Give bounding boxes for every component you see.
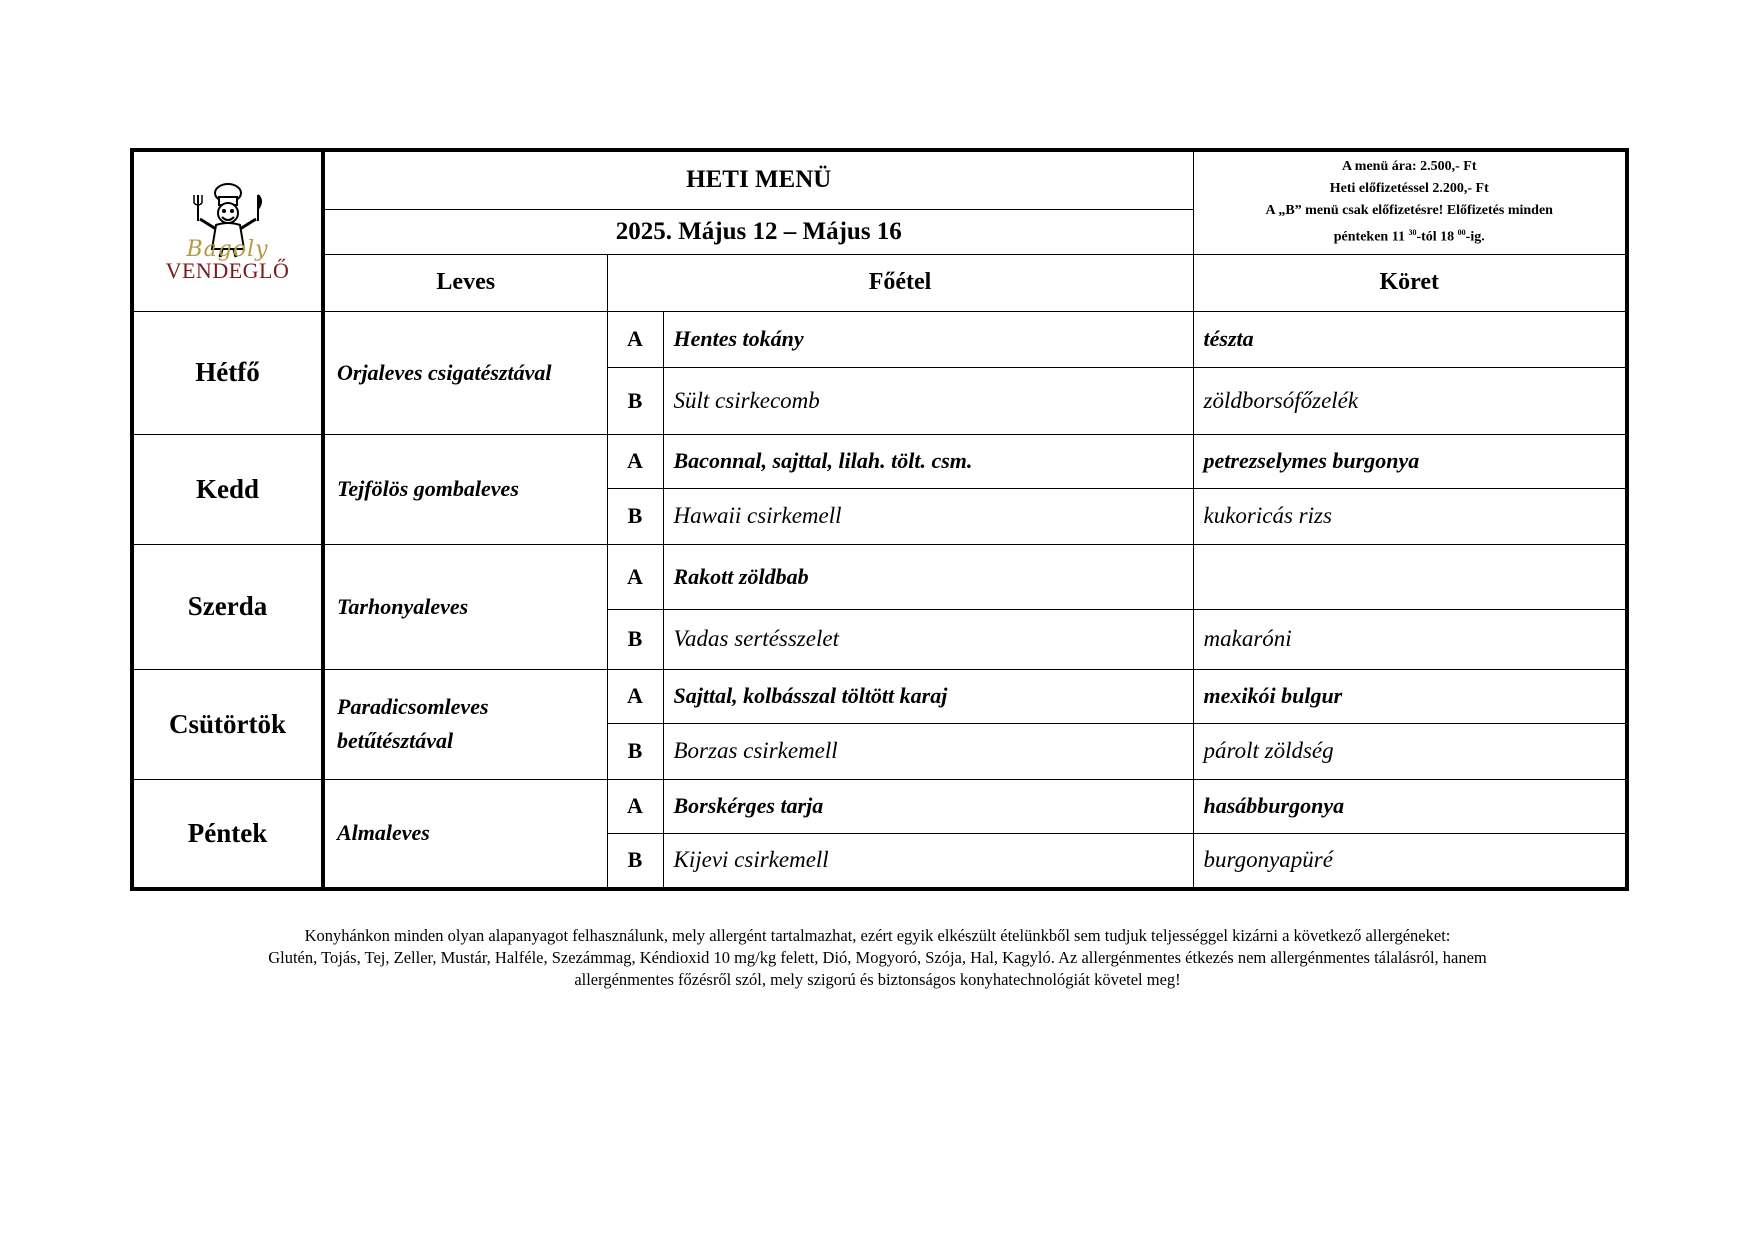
menu-a-label: A [607,544,663,609]
table-row [132,544,1627,609]
main-dish-b: Borzas csirkemell [663,723,1193,779]
soup-cell: Tejfölös gombaleves [323,434,607,544]
b-menu-note: A „B” menü csak előfizetésre! Előfizetés minden [1265,203,1553,219]
side-dish-a [1193,544,1627,609]
main-dish-a: Borskérges tarja [663,779,1193,833]
table-row [132,779,1627,833]
day-name: Csütörtök [132,669,323,779]
allergen-line: Konyhánkon minden olyan alapanyagot felhasználunk, mely allergént tartalmazhat, ezért egyik elkészült ételünkből sem tudjuk teljességgel kizárni a következő allergéneket: [304,926,1451,945]
day-name: Péntek [132,779,323,889]
main-dish-b: Sült csirkecomb [663,367,1193,434]
side-dish-a: mexikói bulgur [1193,669,1627,723]
column-header-side: Köret [1193,254,1627,311]
side-dish-b: kukoricás rizs [1193,488,1627,544]
soup-cell: Paradicsomleves betűtésztával [323,669,607,779]
menu-b-label: B [607,609,663,669]
menu-b-label: B [607,488,663,544]
table-row [132,434,1627,488]
main-dish-b: Hawaii csirkemell [663,488,1193,544]
side-dish-a: tészta [1193,311,1627,367]
date-range: 2025. Május 12 – Május 16 [323,209,1193,254]
allergen-list: Glutén, Tojás, Tej, Zeller, Mustár, Halféle, Szezámmag, Kéndioxid 10 mg/kg felett, Dió, Mogyoró, Szója, Hal, Kagyló. Az allergénmentes étkezés nem allergénmentes tálalásról, hanem [268,948,1487,967]
column-header-main: Főétel [607,254,1193,311]
soup-cell: Almaleves [323,779,607,889]
side-dish-b: burgonyapüré [1193,833,1627,889]
side-dish-a: hasábburgonya [1193,779,1627,833]
day-name: Hétfő [132,311,323,434]
day-name: Szerda [132,544,323,669]
soup-cell: Orjaleves csigatésztával [323,311,607,434]
day-name: Kedd [132,434,323,544]
price-line: A menü ára: 2.500,- Ft [1341,159,1477,175]
side-dish-b: párolt zöldség [1193,723,1627,779]
menu-b-label: B [607,723,663,779]
menu-a-label: A [607,311,663,367]
main-dish-a: Sajttal, kolbásszal töltött karaj [663,669,1193,723]
restaurant-logo [132,150,323,311]
column-header-soup: Leves [323,254,607,311]
menu-title: HETI MENÜ [323,150,1193,209]
subscription-price-line: Heti előfizetéssel 2.200,- Ft [1329,181,1489,197]
menu-a-label: A [607,669,663,723]
table-row [132,669,1627,723]
main-dish-a: Rakott zöldbab [663,544,1193,609]
menu-b-label: B [607,367,663,434]
side-dish-a: petrezselymes burgonya [1193,434,1627,488]
allergen-line: allergénmentes főzésről szól, mely szigorú és biztonságos konyhatechnológiát követel meg! [574,970,1181,989]
logo-script-text: Bagoly [186,236,269,262]
main-dish-a: Hentes tokány [663,311,1193,367]
price-info [1193,150,1627,254]
side-dish-b: makaróni [1193,609,1627,669]
main-dish-b: Vadas sertésszelet [663,609,1193,669]
allergen-notice [130,925,1625,991]
main-dish-b: Kijevi csirkemell [663,833,1193,889]
side-dish-b: zöldborsófőzelék [1193,367,1627,434]
menu-a-label: A [607,434,663,488]
soup-cell: Tarhonyaleves [323,544,607,669]
menu-b-label: B [607,833,663,889]
subscription-hours: pénteken 11 $^{30}$-tól 18 $^{00}$-ig. [1333,228,1485,246]
weekly-menu-table [130,148,1629,891]
logo-name-text: VENDEGLŐ [165,257,290,283]
menu-a-label: A [607,779,663,833]
main-dish-a: Baconnal, sajttal, lilah. tölt. csm. [663,434,1193,488]
table-row [132,311,1627,367]
